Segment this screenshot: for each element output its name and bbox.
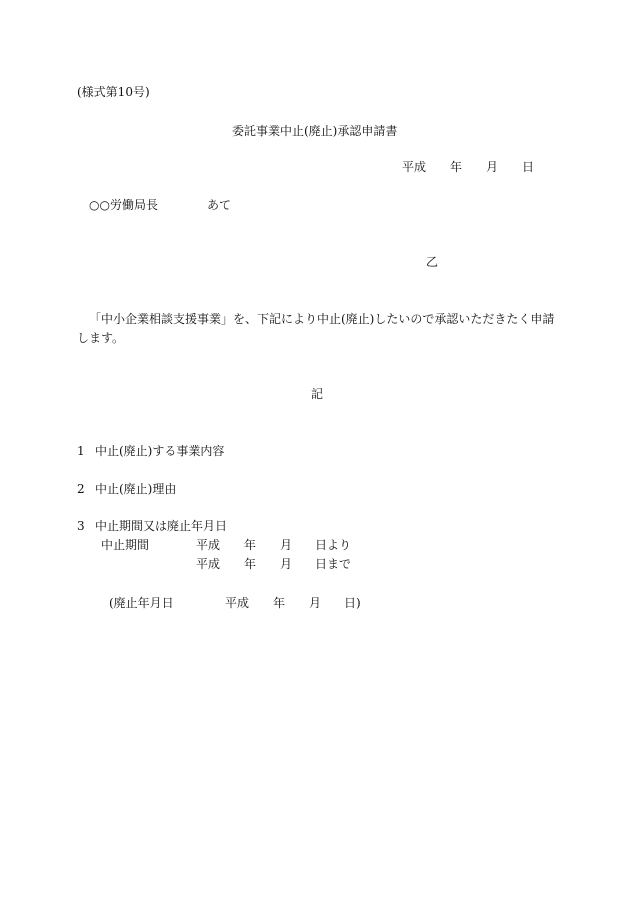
body-line-2: します。: [77, 331, 125, 345]
item-label: 中止(廃止)理由: [95, 482, 177, 496]
from-day: 日より: [315, 538, 352, 552]
abolition-open: (廃止年月日: [109, 596, 174, 610]
to-month: 月: [280, 557, 293, 571]
to-day: 日まで: [315, 557, 352, 571]
addressee-suffix: あて: [207, 198, 232, 212]
date-month: 月: [486, 160, 499, 174]
date-year: 年: [450, 160, 463, 174]
item-number: 1: [77, 444, 85, 458]
abolition-day: 日): [344, 596, 361, 610]
item-number: 2: [77, 482, 85, 496]
abolition-year: 年: [273, 596, 286, 610]
ki-heading: 記: [311, 387, 324, 401]
form-number: (様式第10号): [77, 85, 150, 99]
body-line-1: 「中小企業相談支援事業」を、下記により中止(廃止)したいので承認いただきたく申請: [89, 312, 555, 326]
date-day: 日: [522, 160, 535, 174]
to-era: 平成: [196, 557, 221, 571]
abolition-month: 月: [309, 596, 322, 610]
document-title: 委託事業中止(廃止)承認申請書: [232, 124, 398, 138]
item-number: 3: [77, 519, 85, 533]
applicant: 乙: [426, 255, 439, 269]
abolition-era: 平成: [225, 596, 250, 610]
date-era: 平成: [402, 160, 427, 174]
suspension-label: 中止期間: [101, 538, 150, 552]
addressee-name: ○○労働局長: [89, 198, 158, 212]
from-era: 平成: [196, 538, 221, 552]
to-year: 年: [244, 557, 257, 571]
from-year: 年: [244, 538, 257, 552]
item-label: 中止(廃止)する事業内容: [95, 444, 225, 458]
item-label: 中止期間又は廃止年月日: [95, 519, 228, 533]
from-month: 月: [280, 538, 293, 552]
